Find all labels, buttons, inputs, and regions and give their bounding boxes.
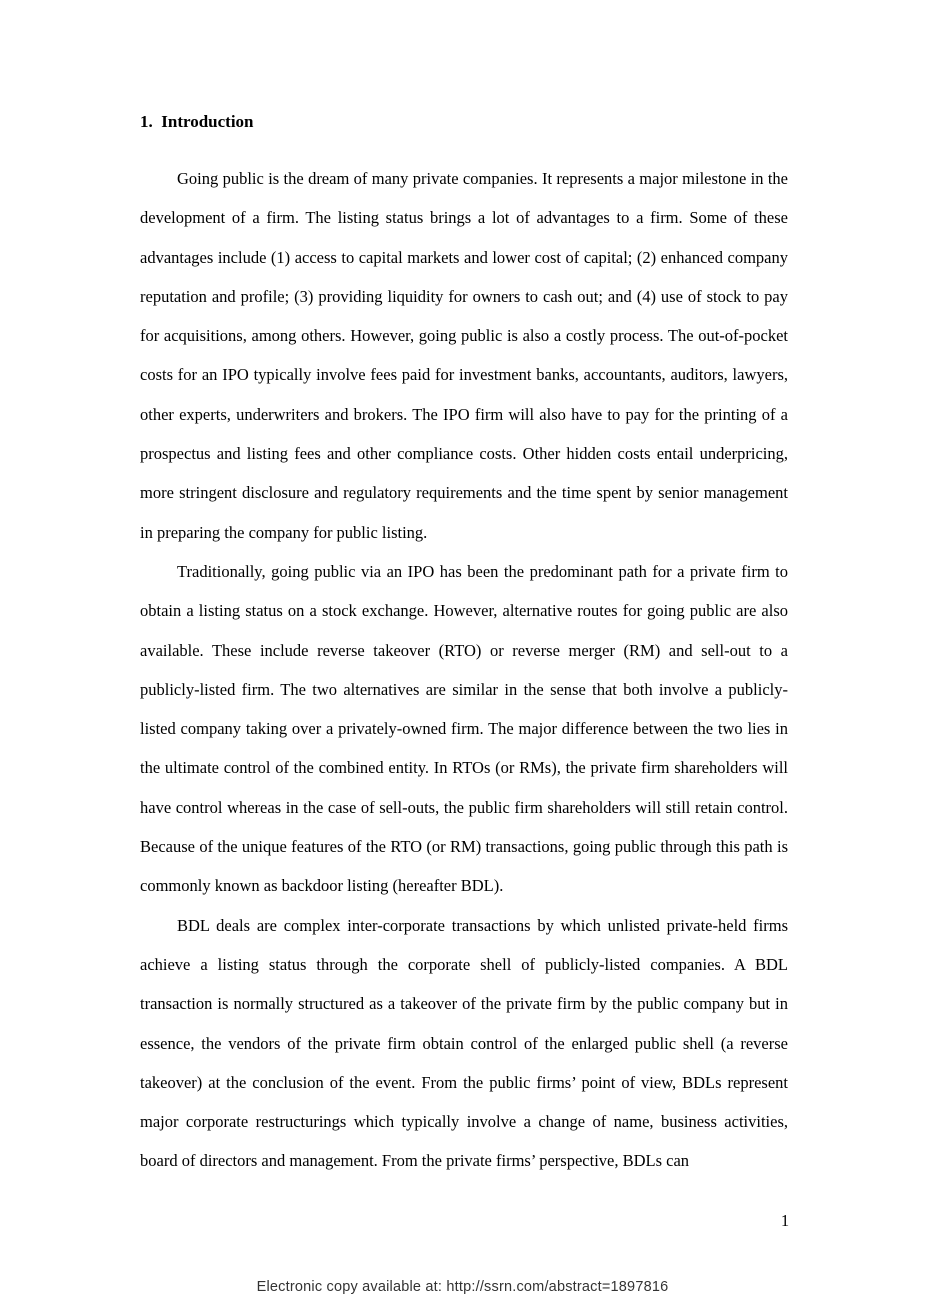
paragraph: Going public is the dream of many private companies. It represents a major milestone in the development of a firm. The listing status brings a lot of advantages to a firm. Some of these advantages include (1) access to capital markets and lower cost of capital; (2) enhanced company reputation and profile; (3) providing liquidity for owners to cash out; and (4) use of stock to pay for acquisitions, among others. However, going public is also a costly process. The out-of-pocket costs for an IPO typically involve fees paid for investment banks, accountants, auditors, lawyers, other experts, underwriters and brokers. The IPO firm will also have to pay for the printing of a prospectus and listing fees and other compliance costs. Other hidden costs entail underpricing, more stringent disclosure and regulatory requirements and the time spent by senior management in preparing the company for public listing. [140, 169, 788, 542]
page-body [140, 112, 788, 1181]
ssrn-footer-link: Electronic copy available at: http://ssrn.com/abstract=1897816 [256, 1279, 669, 1295]
paragraph: BDL deals are complex inter-corporate transactions by which unlisted private-held firms achieve a listing status through the corporate shell of publicly-listed companies. A BDL transaction is normally structured as a takeover of the private firm by the public company but in essence, the vendors of the private firm obtain control of the enlarged public shell (a reverse takeover) at the conclusion of the event. From the public firms’ point of view, BDLs represent major corporate restructurings which typically involve a change of name, business activities, board of directors and management. From the private firms’ perspective, BDLs can [140, 915, 788, 1171]
paragraph: Traditionally, going public via an IPO has been the predominant path for a private firm to obtain a listing status on a stock exchange. However, alternative routes for going public are also available. These include reverse takeover (RTO) or reverse merger (RM) and sell-out to a publicly-listed firm. The two alternatives are similar in the sense that both involve a publicly-listed company taking over a privately-owned firm. The major difference between the two lies in the ultimate control of the combined entity. In RTOs (or RMs), the private firm shareholders will have control whereas in the case of sell-outs, the public firm shareholders will still retain control. Because of the unique features of the RTO (or RM) transactions, going public through this path is commonly known as backdoor listing (hereafter BDL). [140, 561, 788, 896]
page-number: 1 [780, 1211, 790, 1230]
section-heading: 1. Introduction [140, 112, 254, 131]
